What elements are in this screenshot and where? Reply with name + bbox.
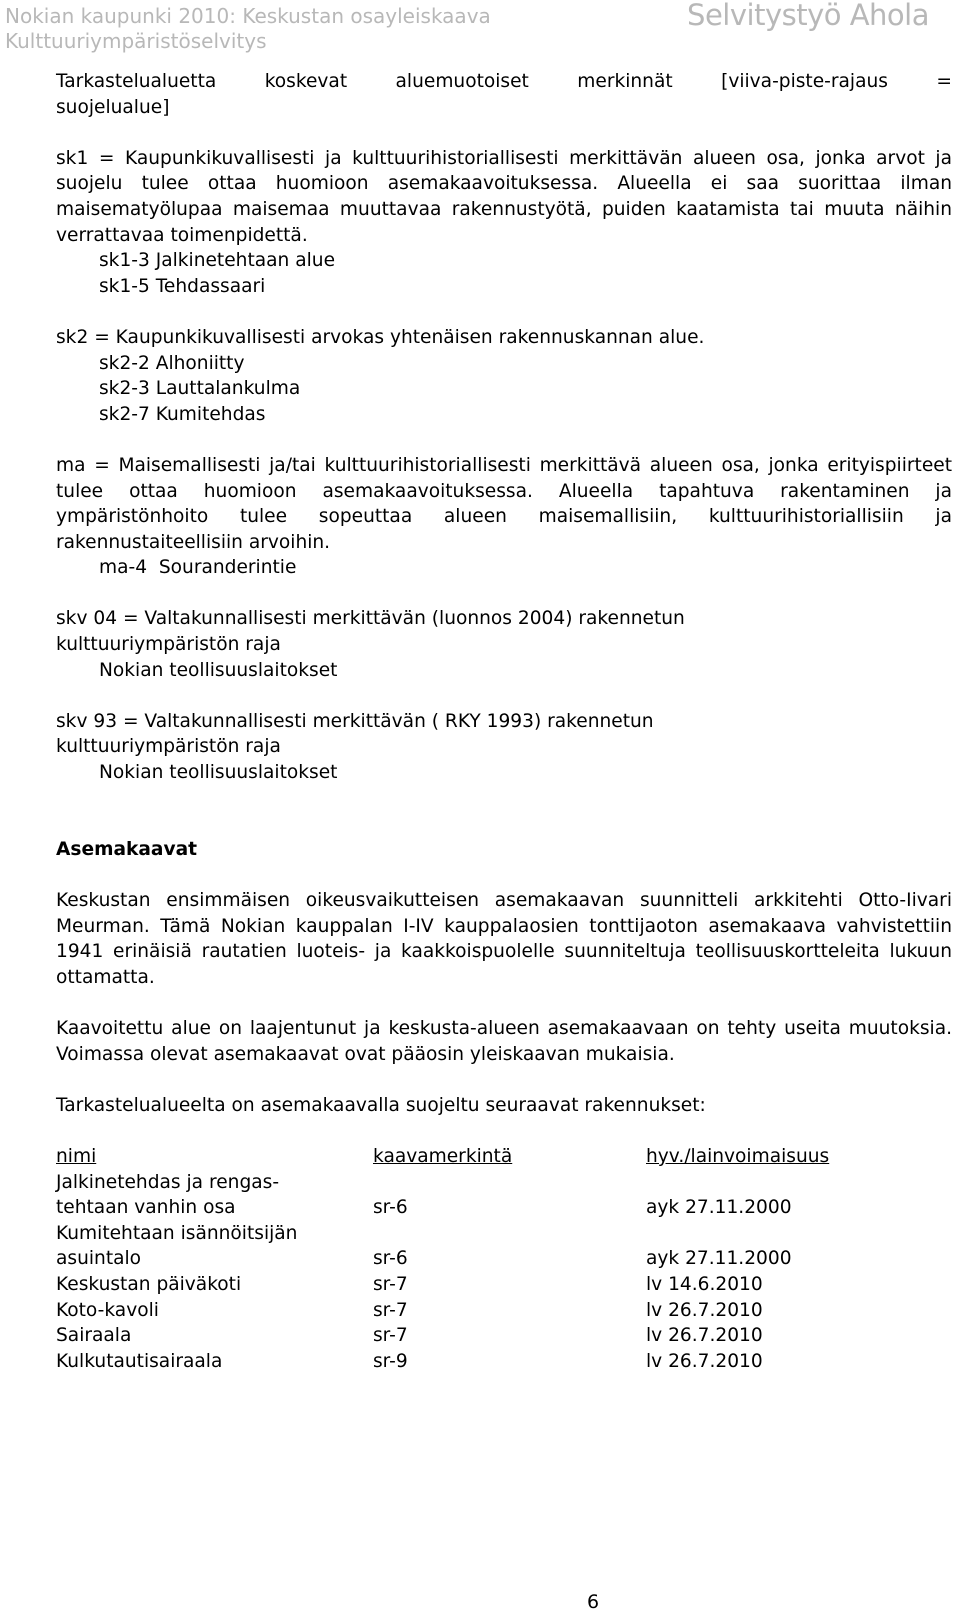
table-row xyxy=(56,1272,829,1298)
skv93-item: Nokian teollisuuslaitokset xyxy=(99,762,338,784)
table-cell-date: lv 26.7.2010 xyxy=(646,1299,763,1321)
section-paragraph-1: Keskustan ensimmäisen oikeusvaikutteisen asemakaavan suunnitteli arkkitehti Otto-Iivari Meurman. Tämä Nokian kauppalan I-IV kauppalaosien tonttijaoton asemakaava vahvistettiin 1941 erinäisiä rautatien luoteis- ja kaakkoispuolelle suunniteltuja teollisuuskortteleita lukuun ottamatta. xyxy=(56,890,952,988)
intro-word: aluemuotoiset xyxy=(395,71,529,92)
intro-word: Tarkastelualuetta xyxy=(56,71,217,92)
table-row xyxy=(56,1349,829,1375)
table-cell-name: Sairaala xyxy=(56,1325,132,1347)
section-heading: Asemakaavat xyxy=(56,838,198,860)
table-cell-date: ayk 27.11.2000 xyxy=(646,1197,792,1219)
table-row xyxy=(56,1298,829,1324)
document-body xyxy=(56,69,952,1374)
intro-word: koskevat xyxy=(264,71,348,92)
skv04-item: Nokian teollisuuslaitokset xyxy=(99,659,338,681)
section-paragraph-2: Kaavoitettu alue on laajentunut ja keskusta-alueen asemakaavaan on tehty useita muutoksia. Voimassa olevat asemakaavat ovat pääosin yleiskaavan mukaisia. xyxy=(56,1017,952,1065)
name-line: asuintalo xyxy=(56,1248,142,1270)
ma-item: ma-4 Souranderintie xyxy=(99,557,297,579)
table-row xyxy=(56,1170,829,1221)
section-paragraph-3: Tarkastelualueelta on asemakaavalla suojeltu seuraavat rakennukset: xyxy=(56,1094,706,1116)
table-cell-code: sr-9 xyxy=(373,1350,408,1372)
sk2-item: sk2-7 Kumitehdas xyxy=(99,403,266,425)
name-line: Jalkinetehdas ja rengas- xyxy=(56,1171,280,1193)
table-cell-date: ayk 27.11.2000 xyxy=(646,1248,792,1270)
skv93-line-2: kulttuuriympäristön raja xyxy=(56,736,281,758)
sk2-item: sk2-3 Lauttalankulma xyxy=(99,378,301,400)
protected-buildings-table xyxy=(56,1144,829,1374)
sk1-item: sk1-5 Tehdassaari xyxy=(99,275,266,297)
header-author: Selvitystyö Ahola xyxy=(687,0,929,32)
intro-word: = xyxy=(936,71,952,92)
table-header-row xyxy=(56,1144,829,1170)
column-header-date: hyv./lainvoimaisuus xyxy=(646,1145,830,1167)
skv93-line-1: skv 93 = Valtakunnallisesti merkittävän ( RKY 1993) rakennetun xyxy=(56,710,654,732)
table-cell-date: lv 26.7.2010 xyxy=(646,1350,763,1372)
table-row xyxy=(56,1323,829,1349)
skv04-line-2: kulttuuriympäristön raja xyxy=(56,634,281,656)
table-cell-name: Koto-kavoli xyxy=(56,1299,159,1321)
table-cell-name: Keskustan päiväkoti xyxy=(56,1273,242,1295)
header-title: Nokian kaupunki 2010: Keskustan osayleiskaava xyxy=(5,4,491,28)
sk1-item: sk1-3 Jalkinetehtaan alue xyxy=(99,250,336,272)
sk2-description: sk2 = Kaupunkikuvallisesti arvokas yhtenäisen rakennuskannan alue. xyxy=(56,326,705,348)
table-cell-code: sr-6 xyxy=(373,1197,408,1219)
table-cell-date: lv 14.6.2010 xyxy=(646,1273,763,1295)
page-number: 6 xyxy=(587,1591,600,1613)
header-subtitle: Kulttuuriympäristöselvitys xyxy=(5,29,267,53)
column-header-name: nimi xyxy=(56,1145,97,1167)
sk2-item: sk2-2 Alhoniitty xyxy=(99,352,245,374)
table-cell-code: sr-6 xyxy=(373,1248,408,1270)
table-cell-code: sr-7 xyxy=(373,1299,408,1321)
table-cell-name xyxy=(56,1221,373,1272)
name-line: tehtaan vanhin osa xyxy=(56,1197,236,1219)
page-header xyxy=(5,4,491,54)
column-header-code: kaavamerkintä xyxy=(373,1145,513,1167)
ma-description: ma = Maisemallisesti ja/tai kulttuurihistoriallisesti merkittävä alueen osa, jonka erityispiirteet tulee ottaa huomioon asemakaavoituksessa. Alueella tapahtuva rakentaminen ja ympäristönhoito tulee sopeuttaa alueen maisemallisiin, kulttuurihistoriallisiin ja rakennustaiteellisiin arvoihin. xyxy=(56,454,952,553)
sk1-description: sk1 = Kaupunkikuvallisesti ja kulttuurihistoriallisesti merkittävän alueen osa, jonka arvot ja suojelu tulee ottaa huomioon asemakaavoituksessa. Alueella ei saa suorittaa ilman maisematyölupaa maisemaa muuttavaa rakennustyötä, puiden kaatamista tai muuta näihin verrattavaa toimenpidettä. xyxy=(56,147,952,246)
table-cell-date: lv 26.7.2010 xyxy=(646,1325,763,1347)
intro-word: merkinnät xyxy=(577,71,673,92)
table-row xyxy=(56,1221,829,1272)
intro-line-2: suojelualue] xyxy=(56,96,170,118)
skv04-line-1: skv 04 = Valtakunnallisesti merkittävän (luonnos 2004) rakennetun xyxy=(56,608,685,630)
table-cell-code: sr-7 xyxy=(373,1273,408,1295)
intro-word: [viiva-piste-rajaus xyxy=(721,71,888,92)
intro-line xyxy=(56,69,952,95)
table-cell-name xyxy=(56,1170,373,1221)
table-cell-name: Kulkutautisairaala xyxy=(56,1350,223,1372)
table-cell-code: sr-7 xyxy=(373,1325,408,1347)
name-line: Kumitehtaan isännöitsijän xyxy=(56,1222,298,1244)
